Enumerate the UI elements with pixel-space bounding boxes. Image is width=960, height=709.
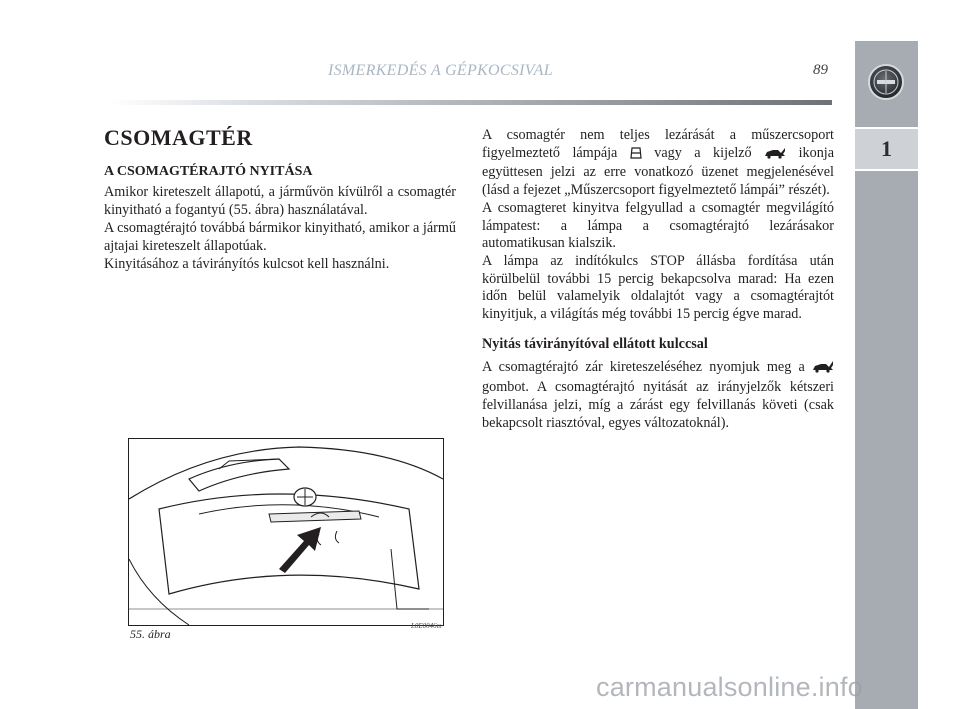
trunk-button-icon	[812, 360, 834, 379]
paragraph: A lámpa az indítókulcs STOP állásba fordítása után körülbelül további 15 percig bekapcsolva marad: Ha ezen időn belül valamelyik oldalajtót vagy a csomagtérajtót kinyitjuk, a világítás még további 15 percig égve marad.	[482, 252, 834, 323]
watermark-text: carmanualsonline.info	[596, 672, 863, 702]
car-trunk-open-icon	[764, 147, 786, 165]
paragraph: Amikor kireteszelt állapotú, a járművön kívülről a csomagtér kinyitható a fogantyú (55. ábra) használatával.	[104, 184, 456, 218]
right-body-text	[482, 127, 834, 432]
figure-caption: 55. ábra	[130, 627, 171, 641]
lancia-logo-icon	[868, 64, 904, 100]
page-number: 89	[813, 62, 828, 78]
figure-code: L0E0046m	[411, 622, 442, 630]
header-rule	[110, 100, 832, 105]
paragraph	[482, 359, 834, 432]
paragraph: Kinyitásához a távirányítós kulcsot kell használni.	[104, 256, 390, 272]
section-title: CSOMAGTÉR	[104, 125, 253, 150]
paragraph	[482, 127, 834, 200]
section-subtitle: A CSOMAGTÉRAJTÓ NYITÁSA	[104, 164, 313, 179]
paragraph: A csomagtérajtó továbbá bármikor kinyitható, amikor a jármű ajtajai kireteszelt állapotúak.	[104, 220, 456, 254]
trunk-open-warning-icon	[630, 147, 642, 165]
text-run: A csomagtérajtó zár kireteszeléséhez nyomjuk meg a	[482, 359, 805, 376]
subsection-title: Nyitás távirányítóval ellátott kulccsal	[482, 335, 708, 352]
chapter-tab[interactable]: 1	[855, 127, 918, 171]
trunk-lid-drawing	[129, 439, 443, 625]
text-run: ikonja együttesen jelzi az erre vonatkozó üzenet megjelenésével (lásd a fejezet „Műszercsoport figyelmeztető lámpái” részét).	[482, 144, 835, 199]
paragraph: A csomagteret kinyitva felgyullad a csomagtér megvilágító lámpatest: a lámpa a csomagtérajtó lezárásakor automatikusan kialszik.	[482, 199, 834, 252]
text-run: vagy a kijelző	[654, 144, 752, 161]
arrow-indicator	[279, 527, 321, 573]
left-body-text	[104, 183, 456, 273]
running-header: ISMERKEDÉS A GÉPKOCSIVAL	[328, 62, 553, 79]
figure-55-illustration	[128, 438, 444, 626]
text-run: A csomagtér nem teljes lezárását a műszercsoport figyelmeztető lámpája	[482, 127, 834, 161]
text-run: gombot. A csomagtérajtó nyitását az irányjelzők kétszeri felvillanása jelzi, míg a zárást egy felvillanás követi (csak bekapcsolt riasztóval, egyes változatoknál).	[482, 379, 834, 431]
